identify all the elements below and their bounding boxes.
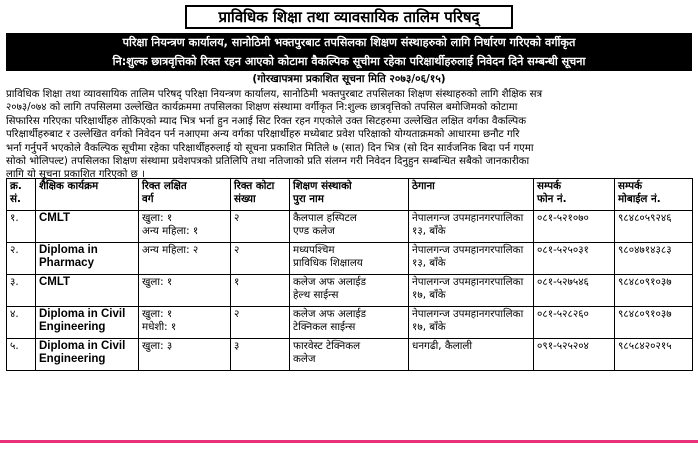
program-cell: CMLT [36, 275, 139, 307]
notice-title: प्राविधिक शिक्षा तथा व्यावसायिक तालिम परिषद् [185, 5, 513, 29]
target-cell: खुला: १ [139, 275, 231, 307]
target-cell: खुला: ३ [139, 339, 231, 371]
mobile-cell: ९८४८०५९२४६ [615, 211, 693, 243]
serial-cell: १. [7, 211, 36, 243]
body-line: सिफारिस गरिएका परिक्षार्थीहरु तोकिएको म्याद भित्र भर्ना हुन नआई सिट रिक्त रहन गएकोले उक्त सिटहरुमा उल्लेखित लक्षित वर्गका वैकल्पिक [6, 115, 527, 127]
table-row [7, 339, 693, 371]
program-cell: CMLT [36, 211, 139, 243]
institute-table [6, 178, 693, 371]
notice-body [6, 88, 692, 182]
target-cell: खुला: १ अन्य महिला: १ [139, 211, 231, 243]
body-line: सोको भोलिपल्ट) तपसिलका शिक्षण संस्थामा प्रवेशपत्रको प्रतिलिपि तथा नतिजाको प्रति संलग्न गरी निवेदन दिनुहुन सम्बन्धित सबैको जानकारीका [6, 156, 530, 168]
mobile-cell: ९८५८४२०२१५ [615, 339, 693, 371]
body-line: लागि यो सूचना प्रकाशित गरिएको छ । [6, 169, 145, 181]
address-cell: धनगढी, कैलाली [409, 339, 534, 371]
header-cell: रिक्त लक्षित वर्ग [139, 179, 231, 211]
quota-cell: १ [231, 275, 290, 307]
table-row [7, 275, 693, 307]
program-cell: Diploma in Civil Engineering [36, 307, 139, 339]
table-row [7, 243, 693, 275]
phone-cell: ०८१-५२८२६० [534, 307, 615, 339]
phone-cell: ०९१-५२५२०४ [534, 339, 615, 371]
subheading-line-1: परिक्षा नियन्त्रण कार्यालय, सानोठिमी भक्तपुरबाट तपसिलका शिक्षण संस्थाहरुको लागि निर्धारण गरिएको वर्गीकृत [122, 36, 576, 49]
address-cell: नेपालगन्ज उपमहानगरपालिका १७, बाँके [409, 275, 534, 307]
header-cell: शिक्षण संस्थाको पुरा नाम [290, 179, 409, 211]
body-line: परिक्षार्थीहरुबाट र उल्लेखित वर्गको निवेदन पर्न नआएमा अन्य वर्गका परिक्षार्थीहरु मध्येबाट प्रवेश परिक्षाको योग्यताक्रमको आधारमा छनौट गरि [6, 129, 520, 141]
serial-cell: ३. [7, 275, 36, 307]
quota-cell: २ [231, 243, 290, 275]
quota-cell: २ [231, 211, 290, 243]
table-header-row [7, 179, 693, 211]
target-cell: अन्य महिला: २ [139, 243, 231, 275]
institute-cell: फारवेस्ट टेक्निकल कलेज [290, 339, 409, 371]
header-cell: शैक्षिक कार्यक्रम [36, 179, 139, 211]
header-cell: सम्पर्क फोन नं. [534, 179, 615, 211]
phone-cell: ०८१-५२५०३१ [534, 243, 615, 275]
institute-cell: कलेज अफ अलाईड हेल्थ साईन्स [290, 275, 409, 307]
serial-cell: ४. [7, 307, 36, 339]
program-cell: Diploma in Pharmacy [36, 243, 139, 275]
mobile-cell: ९८४८०९१०३७ [615, 307, 693, 339]
notice-subheading [6, 33, 692, 71]
table-row [7, 307, 693, 339]
table-row [7, 211, 693, 243]
target-cell: खुला: १ मधेशी: १ [139, 307, 231, 339]
institute-cell: मध्यपश्चिम प्राविधिक शिक्षालय [290, 243, 409, 275]
program-cell: Diploma in Civil Engineering [36, 339, 139, 371]
mobile-cell: ९८४८०९१०३७ [615, 275, 693, 307]
quota-cell: ३ [231, 339, 290, 371]
serial-cell: ५. [7, 339, 36, 371]
header-cell: रिक्त कोटा संख्या [231, 179, 290, 211]
address-cell: नेपालगन्ज उपमहानगरपालिका १७, बाँके [409, 307, 534, 339]
mobile-cell: ९८०४७१४३८३ [615, 243, 693, 275]
phone-cell: ०८१-५२१०७० [534, 211, 615, 243]
address-cell: नेपालगन्ज उपमहानगरपालिका १३, बाँके [409, 211, 534, 243]
serial-cell: २. [7, 243, 36, 275]
address-cell: नेपालगन्ज उपमहानगरपालिका १३, बाँके [409, 243, 534, 275]
header-cell: क्र. सं. [7, 179, 36, 211]
subheading-line-2: नि:शुल्क छात्रवृत्तिको रिक्त रहन आएको कोटामा वैकल्पिक सूचीमा रहेका परिक्षार्थीहरुलाई निवेदन दिने सम्बन्धी सूचना [112, 55, 586, 68]
bottom-accent-rule [0, 440, 698, 443]
quota-cell: २ [231, 307, 290, 339]
body-line: २०७३/०७४ को लागि तपसिलमा उल्लेखित कार्यक्रममा तपसिलका शिक्षण संस्थामा वर्गीकृत नि:शुल्क छात्रवृत्तिको तपसिल बमोजिमको कोटामा [6, 102, 518, 114]
body-line: प्राविधिक शिक्षा तथा व्यावसायिक तालिम परिषद् परिक्षा नियन्त्रण कार्यालय, सानोठिमी भक्तपुरबाट तपसिलका शिक्षण संस्थाहरुको लागि शैक्षिक सत्र [6, 89, 543, 100]
header-cell: ठेगाना [409, 179, 534, 211]
header-cell: सम्पर्क मोबाईल नं. [615, 179, 693, 211]
phone-cell: ०८१-५२७५४६ [534, 275, 615, 307]
publication-date: (गोरखापत्रमा प्रकाशित सूचना मिति २०७३/०६/१५) [252, 73, 446, 85]
institute-cell: कलेज अफ अलाईड टेक्निकल साईन्स [290, 307, 409, 339]
institute-cell: कैलपाल हस्पिटल एण्ड कलेज [290, 211, 409, 243]
body-line: भर्ना गर्नुपर्ने भएकोले वैकल्पिक सूचीमा रहेका परिक्षार्थीहरुलाई यो सूचना प्रकाशित मितिले ७ (सात) दिन भित्र (सो दिन सार्वजनिक बिदा पर्न गएमा [6, 142, 534, 154]
